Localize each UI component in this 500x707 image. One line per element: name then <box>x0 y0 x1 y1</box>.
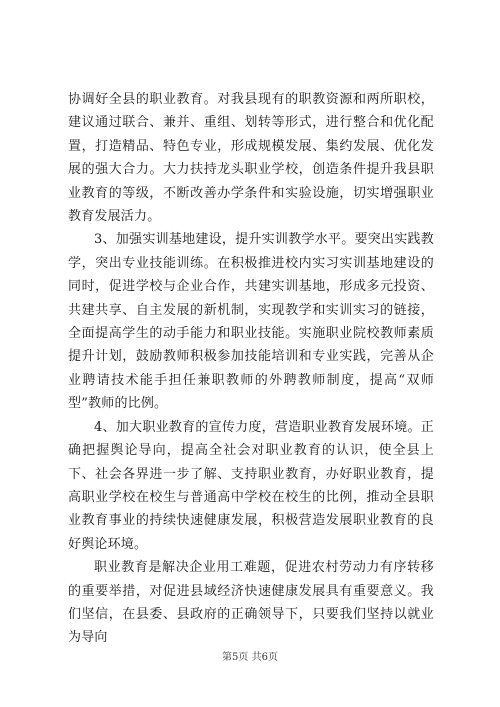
paragraph-1: 协调好全县的职业教育。对我县现有的职教资源和两所职校，建议通过联合、兼并、重组、划转等形式，进行整合和优化配置，打造精品、特色专业，形成规模发展、集约发展、优化发展的强大合力。大力扶持龙头职业学校，创造条件提升我县职业教育的等级，不断改善办学条件和实验设施，切实增强职业教育发展活力。 <box>68 92 434 225</box>
paragraph-2: 3、加强实训基地建设，提升实训教学水平。要突出实践教学，突出专业技能训练。在积极推进校内实习实训基地建设的同时，促进学校与企业合作，共建实训基地，形成多元投资、共建共享、自主发展的新机制，实现教学和实训实习的链接，全面提高学生的动手能力和职业技能。实施职业院校教师素质提升计划，鼓励教师积极参加技能培训和专业实践，完善从企业聘请技术能手担任兼职教师的外聘教师制度，提高“双师型”教师的比例。 <box>68 232 434 412</box>
document-body <box>68 88 434 650</box>
page-number-footer: 第5页 共6页 <box>222 652 278 663</box>
paragraph-3: 4、加大职业教育的宣传力度，营造职业教育发展环境。正确把握舆论导向，提高全社会对职业教育的认识，使全县上下、社会各界进一步了解、支持职业教育，办好职业教育，提高职业学校在校生与普通高中学校在校生的比例，推动全县职业教育事业的持续快速健康发展，积极营造发展职业教育的良好舆论环境。 <box>68 419 434 552</box>
paragraph-4: 职业教育是解决企业用工难题，促进农村劳动力有序转移的重要举措，对促进县域经济快速健康发展具有重要意义。我们坚信，在县委、县政府的正确领导下，只要我们坚持以就业为导向 <box>68 560 434 646</box>
